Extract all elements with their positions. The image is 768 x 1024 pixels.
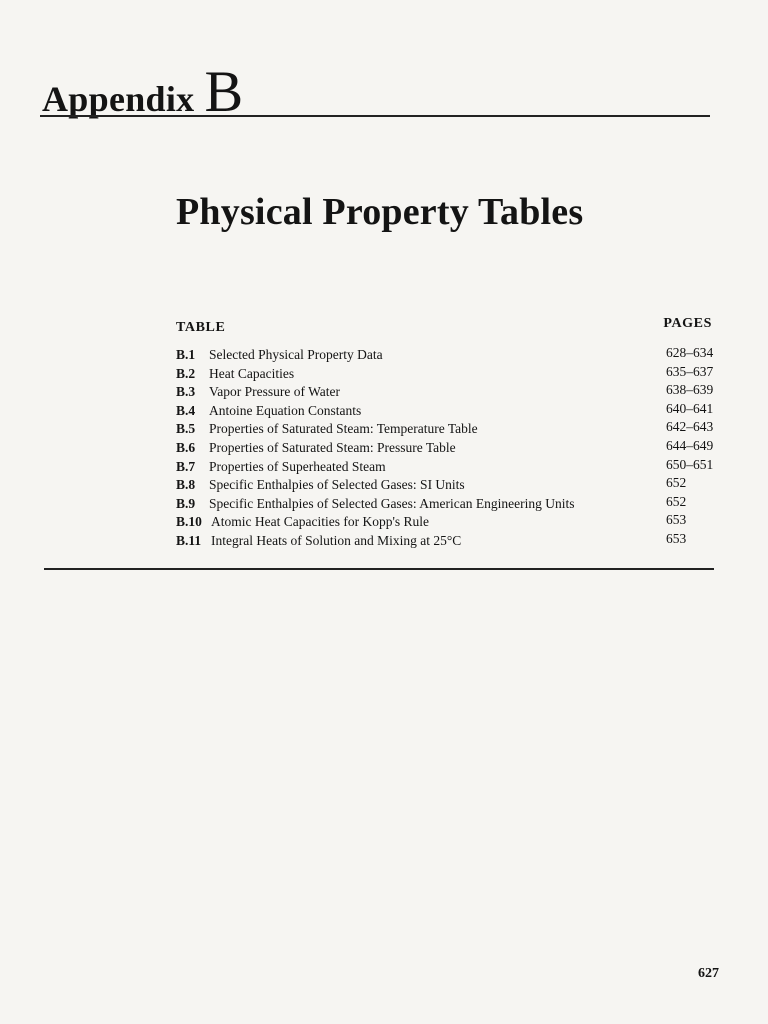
- top-rule: [40, 115, 710, 117]
- entry-title: Properties of Saturated Steam: Pressure Table: [209, 439, 456, 455]
- appendix-word: Appendix: [42, 79, 195, 119]
- toc-entry: [176, 439, 716, 458]
- entry-title: Properties of Superheated Steam: [209, 458, 386, 474]
- toc-entry: [176, 458, 716, 477]
- entry-pages: 653: [666, 512, 687, 528]
- entry-pages: 638–639: [666, 382, 714, 398]
- entry-number: B.10: [176, 514, 202, 530]
- pages-column-label: PAGES: [663, 316, 712, 331]
- toc-entry: [176, 365, 716, 384]
- entry-pages: 640–641: [666, 400, 714, 416]
- toc-entry: [176, 513, 716, 532]
- entry-number: B.3: [176, 384, 196, 400]
- entry-title: Specific Enthalpies of Selected Gases: American Engineering Units: [209, 495, 575, 511]
- entry-number: B.2: [176, 365, 196, 381]
- table-column-label: TABLE: [176, 320, 226, 335]
- toc-entry: [176, 532, 716, 551]
- entry-number: B.8: [176, 477, 196, 493]
- entry-title: Vapor Pressure of Water: [209, 384, 340, 400]
- entry-title: Selected Physical Property Data: [209, 347, 383, 362]
- entry-number: B.6: [176, 439, 196, 455]
- entry-pages: 652: [666, 475, 687, 491]
- entry-title: Atomic Heat Capacities for Kopp's Rule: [211, 514, 430, 530]
- bottom-rule: [44, 568, 714, 570]
- entry-number: B.9: [176, 495, 196, 511]
- entry-title: Properties of Saturated Steam: Temperature Table: [209, 421, 478, 437]
- entry-pages: 650–651: [666, 456, 714, 472]
- page-title: Physical Property Tables: [176, 191, 584, 233]
- table-of-contents: [176, 346, 716, 551]
- entry-pages: 642–643: [666, 419, 714, 435]
- entry-number: B.5: [176, 421, 196, 437]
- toc-entry: [176, 495, 716, 514]
- entry-pages: 628–634: [666, 345, 714, 360]
- entry-number: B.4: [176, 402, 196, 418]
- entry-pages: 635–637: [666, 363, 714, 379]
- table-header: [176, 316, 716, 336]
- entry-number: B.11: [176, 532, 202, 548]
- toc-entry: [176, 346, 716, 365]
- entry-number: B.1: [176, 347, 196, 362]
- entry-pages: 652: [666, 493, 687, 509]
- entry-pages: 644–649: [666, 437, 714, 453]
- entry-title: Specific Enthalpies of Selected Gases: SI Units: [209, 477, 465, 493]
- toc-entry: [176, 476, 716, 495]
- entry-number: B.7: [176, 458, 196, 474]
- entry-title: Antoine Equation Constants: [209, 402, 362, 418]
- toc-entry: [176, 420, 716, 439]
- entry-title: Heat Capacities: [209, 365, 295, 381]
- toc-entry: [176, 383, 716, 402]
- entry-pages: 653: [666, 530, 687, 546]
- page-number: 627: [698, 966, 719, 981]
- appendix-letter: B: [204, 59, 244, 124]
- toc-entry: [176, 402, 716, 421]
- entry-title: Integral Heats of Solution and Mixing at 25°C: [211, 532, 462, 548]
